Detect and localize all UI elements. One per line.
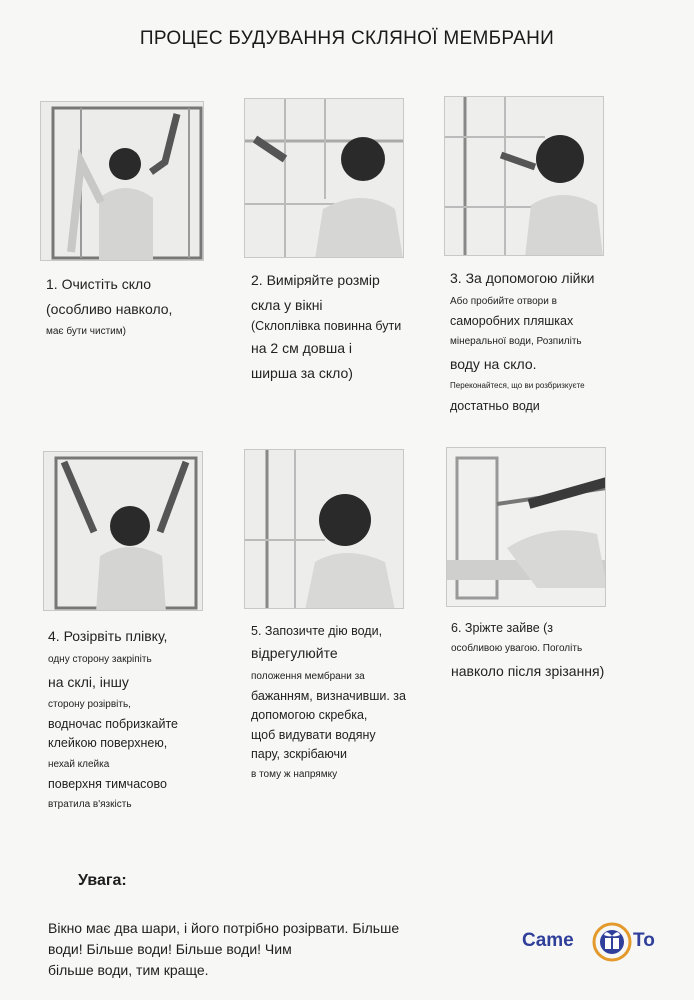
caption-line: щоб видувати водяну <box>251 727 376 742</box>
caption-line: (особливо навколо, <box>46 300 173 317</box>
page-title: ПРОЦЕС БУДУВАННЯ СКЛЯНОЇ МЕМБРАНИ <box>139 28 555 49</box>
step-3-photo <box>444 96 604 256</box>
warning-text <box>48 918 468 981</box>
caption-line: сторону розірвіть, <box>48 699 131 710</box>
caption-line: водночас побризкайте <box>48 717 178 731</box>
caption-line: 3. За допомогою лійки <box>450 270 595 286</box>
logo-gift-icon <box>592 920 632 964</box>
caption-line: 2. Виміряйте розмір <box>251 272 380 288</box>
logo-text-right: To <box>633 930 655 951</box>
caption-line: пару, зскрібаючи <box>251 747 347 761</box>
caption-line: на 2 см довша і <box>251 340 353 357</box>
caption-line: відрегулюйте <box>251 645 338 662</box>
step-1-caption <box>46 272 226 342</box>
caption-line: воду на скло. <box>450 355 537 372</box>
caption-line: бажанням, визначивши. за <box>251 688 406 703</box>
warning-line: Вікно має два шари, і його потрібно розірвати. Більше <box>48 920 400 936</box>
caption-line: 5. Запозичте дію води, <box>251 624 383 638</box>
caption-line: втратила в'язкість <box>48 799 132 811</box>
caption-line: 1. Очистіть скло <box>46 276 152 292</box>
caption-line: нехай клейка <box>48 758 110 770</box>
caption-line: в тому ж напрямку <box>251 769 338 781</box>
caption-line: одну сторону закріпіть <box>48 653 152 665</box>
caption-line: достатньо води <box>450 399 540 414</box>
step-4-photo <box>43 451 203 611</box>
warning-line: води! Більше води! Більше води! Чим <box>48 941 292 957</box>
step-1-photo <box>40 101 204 261</box>
caption-line: 6. Зріжте зайве (з <box>451 621 554 635</box>
warning-line: більше води, тим краще. <box>48 962 209 978</box>
step-2-photo <box>244 98 404 258</box>
caption-line: Або пробийте отвори в <box>450 295 557 307</box>
step-4-caption <box>48 624 228 815</box>
caption-line: допомогою скребка, <box>251 708 368 723</box>
step-5-caption <box>251 622 431 785</box>
caption-line: скла у вікні <box>251 296 323 313</box>
caption-line: клейкою поверхнею, <box>48 736 168 751</box>
step-5-photo <box>244 449 404 609</box>
warning-title: Увага: <box>78 872 127 889</box>
caption-line: 4. Розірвіть плівку, <box>48 628 168 644</box>
caption-line: навколо після зрізання) <box>451 663 605 680</box>
step-3-caption <box>450 266 650 417</box>
caption-line: ширша за скло) <box>251 364 353 381</box>
caption-line: Переконайтеся, що ви розбризкуєте <box>450 381 585 391</box>
caption-line: має бути чистим) <box>46 326 126 337</box>
brand-logo <box>522 918 672 970</box>
logo-text-left: Came <box>522 930 574 951</box>
caption-line: особливою увагою. Поголіть <box>451 643 583 655</box>
step-6-photo <box>446 447 606 607</box>
step-6-caption <box>451 619 661 684</box>
caption-line: положення мембрани за <box>251 670 365 682</box>
caption-line: мінеральної води, Розпиліть <box>450 335 582 347</box>
caption-line: (Склоплівка повинна бути <box>251 319 402 333</box>
caption-line: саморобних пляшках <box>450 313 574 328</box>
step-2-caption <box>251 268 431 385</box>
caption-line: на склі, іншу <box>48 673 129 690</box>
caption-line: поверхня тимчасово <box>48 776 167 791</box>
